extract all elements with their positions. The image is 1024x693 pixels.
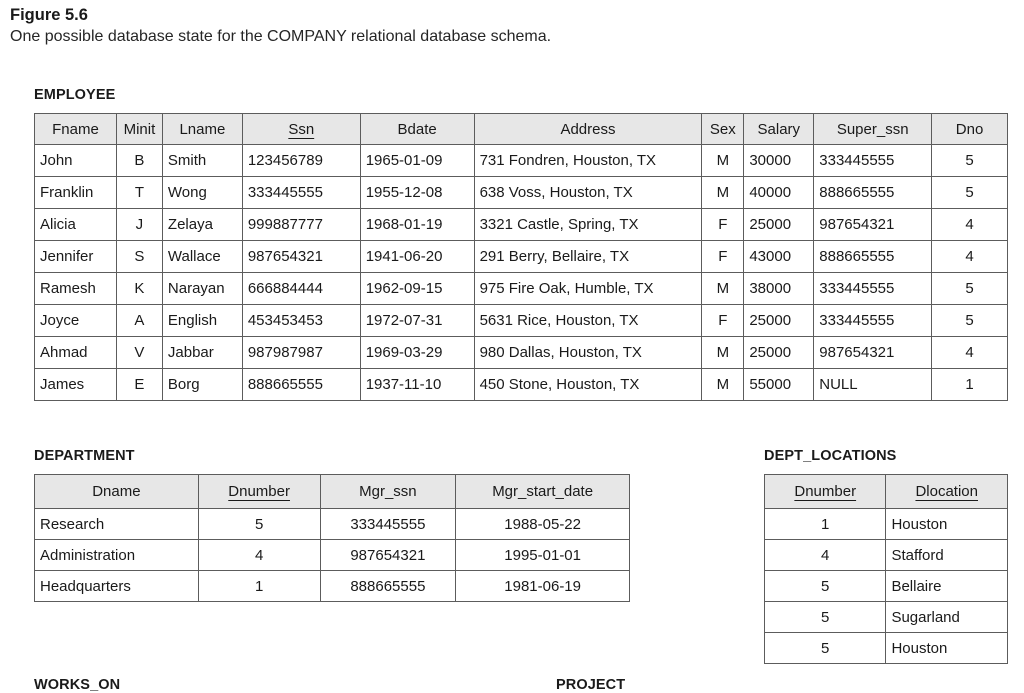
cell-dno: 1: [932, 369, 1008, 401]
cell-minit: T: [116, 177, 162, 209]
column-header-minit: [116, 114, 162, 145]
cell-bdate: 1969-03-29: [360, 337, 474, 369]
cell-salary: 25000: [744, 337, 814, 369]
cell-mgr-ssn: 987654321: [320, 540, 456, 571]
column-header-label: Lname: [179, 120, 226, 138]
cell-bdate: 1955-12-08: [360, 177, 474, 209]
cell-fname: Ahmad: [35, 337, 117, 369]
cell-address: 980 Dallas, Houston, TX: [474, 337, 702, 369]
column-header-mgr-start-date: [456, 475, 630, 509]
cell-super-ssn: 333445555: [814, 273, 932, 305]
cell-ssn: 123456789: [242, 145, 360, 177]
table-row: [35, 540, 630, 571]
cell-ssn: 666884444: [242, 273, 360, 305]
column-header-label: Salary: [757, 120, 801, 138]
cell-minit: S: [116, 241, 162, 273]
cell-address: 5631 Rice, Houston, TX: [474, 305, 702, 337]
cell-lname: Wallace: [162, 241, 242, 273]
table-row: [35, 571, 630, 602]
cell-bdate: 1962-09-15: [360, 273, 474, 305]
column-header-ssn: [242, 114, 360, 145]
column-header-label: Dlocation: [915, 483, 978, 500]
cell-minit: V: [116, 337, 162, 369]
cell-dnumber: 5: [765, 633, 886, 664]
cell-dno: 5: [932, 145, 1008, 177]
cell-ssn: 987654321: [242, 241, 360, 273]
table-row: [765, 509, 1008, 540]
cell-salary: 38000: [744, 273, 814, 305]
cell-dnumber: 4: [765, 540, 886, 571]
cell-minit: A: [116, 305, 162, 337]
cell-dnumber: 5: [765, 602, 886, 633]
column-header-label: Mgr_ssn: [359, 483, 417, 500]
cell-dlocation: Sugarland: [886, 602, 1008, 633]
column-header-label: Super_ssn: [836, 120, 909, 138]
cell-sex: F: [702, 241, 744, 273]
project-title: PROJECT: [556, 677, 626, 693]
cell-salary: 30000: [744, 145, 814, 177]
dept-locations-title: DEPT_LOCATIONS: [764, 448, 897, 464]
cell-fname: John: [35, 145, 117, 177]
cell-dlocation: Stafford: [886, 540, 1008, 571]
cell-sex: M: [702, 145, 744, 177]
column-header-fname: [35, 114, 117, 145]
column-header-label: Sex: [709, 120, 736, 138]
cell-dlocation: Houston: [886, 509, 1008, 540]
cell-salary: 43000: [744, 241, 814, 273]
cell-super-ssn: 888665555: [814, 241, 932, 273]
cell-super-ssn: 987654321: [814, 209, 932, 241]
cell-bdate: 1968-01-19: [360, 209, 474, 241]
dept-locations-table: [764, 474, 1008, 664]
department-table: [34, 474, 630, 602]
header-row: [765, 475, 1008, 509]
table-row: [35, 509, 630, 540]
cell-address: 731 Fondren, Houston, TX: [474, 145, 702, 177]
column-header-sex: [702, 114, 744, 145]
cell-dname: Research: [35, 509, 199, 540]
cell-minit: J: [116, 209, 162, 241]
column-header-label: Dno: [955, 120, 984, 138]
cell-lname: Narayan: [162, 273, 242, 305]
cell-salary: 40000: [744, 177, 814, 209]
cell-ssn: 999887777: [242, 209, 360, 241]
cell-super-ssn: NULL: [814, 369, 932, 401]
cell-salary: 25000: [744, 209, 814, 241]
table-row: [35, 369, 1008, 401]
cell-dnumber: 1: [765, 509, 886, 540]
column-header-label: Minit: [123, 120, 156, 138]
column-header-lname: [162, 114, 242, 145]
cell-dno: 5: [932, 177, 1008, 209]
cell-dno: 4: [932, 209, 1008, 241]
cell-address: 638 Voss, Houston, TX: [474, 177, 702, 209]
cell-super-ssn: 333445555: [814, 145, 932, 177]
column-header-dno: [932, 114, 1008, 145]
header-row: [35, 475, 630, 509]
cell-dname: Headquarters: [35, 571, 199, 602]
cell-sex: F: [702, 209, 744, 241]
column-header-dnumber: [198, 475, 320, 509]
cell-minit: K: [116, 273, 162, 305]
cell-lname: Jabbar: [162, 337, 242, 369]
cell-dlocation: Bellaire: [886, 571, 1008, 602]
cell-minit: B: [116, 145, 162, 177]
cell-mgr-start-date: 1981-06-19: [456, 571, 630, 602]
cell-dname: Administration: [35, 540, 199, 571]
cell-lname: Borg: [162, 369, 242, 401]
cell-dno: 4: [932, 241, 1008, 273]
cell-super-ssn: 333445555: [814, 305, 932, 337]
column-header-label: Address: [560, 120, 616, 138]
cell-fname: Ramesh: [35, 273, 117, 305]
cell-dnumber: 4: [198, 540, 320, 571]
cell-sex: F: [702, 305, 744, 337]
cell-bdate: 1937-11-10: [360, 369, 474, 401]
cell-sex: M: [702, 337, 744, 369]
employee-title: EMPLOYEE: [34, 87, 116, 103]
cell-sex: M: [702, 369, 744, 401]
cell-ssn: 333445555: [242, 177, 360, 209]
cell-sex: M: [702, 177, 744, 209]
figure-caption: One possible database state for the COMPANY relational database schema.: [10, 28, 552, 45]
works-on-title: WORKS_ON: [34, 677, 121, 693]
department-title: DEPARTMENT: [34, 448, 135, 464]
cell-dnumber: 5: [765, 571, 886, 602]
column-header-super-ssn: [814, 114, 932, 145]
cell-lname: Wong: [162, 177, 242, 209]
table-row: [35, 273, 1008, 305]
cell-super-ssn: 987654321: [814, 337, 932, 369]
column-header-bdate: [360, 114, 474, 145]
cell-mgr-start-date: 1988-05-22: [456, 509, 630, 540]
table-row: [35, 177, 1008, 209]
column-header-label: Dname: [92, 483, 141, 500]
cell-ssn: 453453453: [242, 305, 360, 337]
cell-dno: 4: [932, 337, 1008, 369]
table-row: [765, 602, 1008, 633]
cell-fname: Jennifer: [35, 241, 117, 273]
column-header-dname: [35, 475, 199, 509]
column-header-label: Bdate: [397, 120, 437, 138]
cell-lname: Smith: [162, 145, 242, 177]
cell-fname: James: [35, 369, 117, 401]
cell-dlocation: Houston: [886, 633, 1008, 664]
table-row: [35, 305, 1008, 337]
table-row: [765, 540, 1008, 571]
table-row: [35, 241, 1008, 273]
cell-dno: 5: [932, 273, 1008, 305]
column-header-label: Dnumber: [794, 483, 857, 500]
column-header-label: Mgr_start_date: [492, 483, 594, 500]
cell-address: 450 Stone, Houston, TX: [474, 369, 702, 401]
header-row: [35, 114, 1008, 145]
table-row: [35, 145, 1008, 177]
figure-title: Figure 5.6: [10, 6, 88, 24]
table-row: [35, 209, 1008, 241]
column-header-label: Fname: [52, 120, 99, 138]
column-header-address: [474, 114, 702, 145]
employee-table: [34, 113, 1008, 401]
cell-bdate: 1965-01-09: [360, 145, 474, 177]
cell-address: 975 Fire Oak, Humble, TX: [474, 273, 702, 305]
cell-address: 3321 Castle, Spring, TX: [474, 209, 702, 241]
cell-fname: Joyce: [35, 305, 117, 337]
cell-fname: Alicia: [35, 209, 117, 241]
table-row: [35, 337, 1008, 369]
cell-address: 291 Berry, Bellaire, TX: [474, 241, 702, 273]
cell-mgr-ssn: 888665555: [320, 571, 456, 602]
cell-salary: 55000: [744, 369, 814, 401]
cell-super-ssn: 888665555: [814, 177, 932, 209]
table-row: [765, 571, 1008, 602]
cell-mgr-start-date: 1995-01-01: [456, 540, 630, 571]
cell-dnumber: 5: [198, 509, 320, 540]
column-header-mgr-ssn: [320, 475, 456, 509]
cell-minit: E: [116, 369, 162, 401]
column-header-label: Dnumber: [228, 483, 290, 500]
cell-dno: 5: [932, 305, 1008, 337]
column-header-label: Ssn: [288, 120, 315, 138]
column-header-dlocation: [886, 475, 1008, 509]
cell-mgr-ssn: 333445555: [320, 509, 456, 540]
cell-bdate: 1972-07-31: [360, 305, 474, 337]
cell-fname: Franklin: [35, 177, 117, 209]
column-header-dnumber: [765, 475, 886, 509]
cell-lname: Zelaya: [162, 209, 242, 241]
cell-lname: English: [162, 305, 242, 337]
cell-ssn: 987987987: [242, 337, 360, 369]
cell-salary: 25000: [744, 305, 814, 337]
cell-dnumber: 1: [198, 571, 320, 602]
cell-sex: M: [702, 273, 744, 305]
cell-ssn: 888665555: [242, 369, 360, 401]
table-row: [765, 633, 1008, 664]
cell-bdate: 1941-06-20: [360, 241, 474, 273]
column-header-salary: [744, 114, 814, 145]
